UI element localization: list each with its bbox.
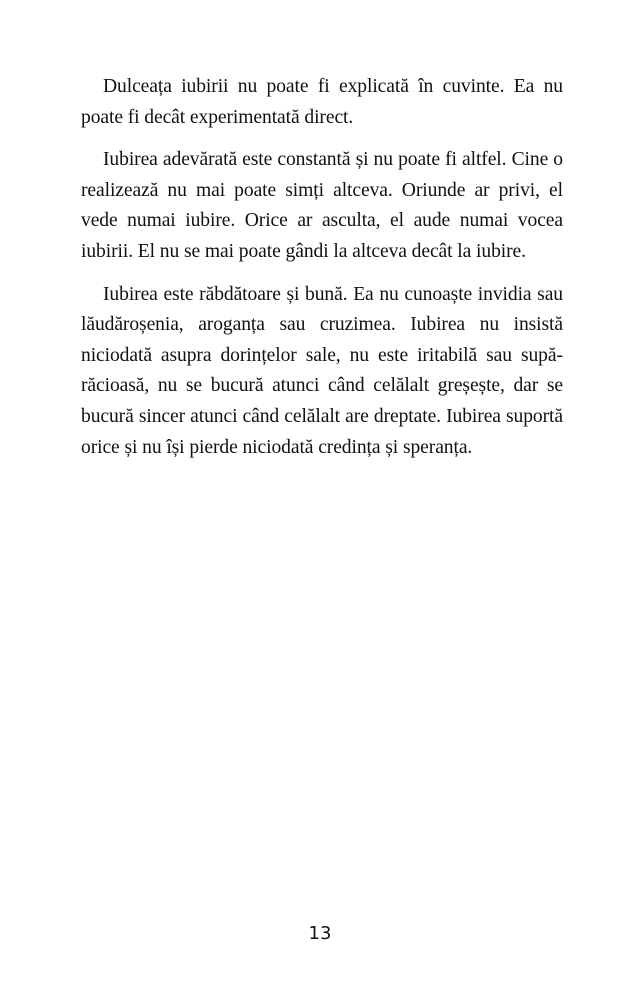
body-text [81, 72, 563, 475]
page-number: 13 [308, 923, 332, 944]
paragraph-1: Dulceața iubirii nu poate fi explicată în cuvinte. Ea nu poate fi decât experimentată direct. [81, 76, 563, 128]
paragraph-3: Iubirea este răbdătoare și bună. Ea nu cunoaște invidia sau lăudăroșenia, aroganța sau cruzimea. Iubirea nu insistă niciodată asupra dorințelor sale, nu este iritabilă sau supărăcioasă, nu se bucură atunci când celălalt greșește, dar se bucură sincer atunci când celălalt are dreptate. Iubirea suportă orice și nu își pierde niciodată credința și speranța. [81, 283, 563, 458]
paragraph-2: Iubirea adevărată este constantă și nu poate fi altfel. Cine o realizează nu mai poate simți altceva. Oriunde ar privi, el vede numai iubire. Orice ar asculta, el aude numai vocea iubirii. El nu se mai poate gândi la altceva decât la iubire. [81, 149, 563, 262]
